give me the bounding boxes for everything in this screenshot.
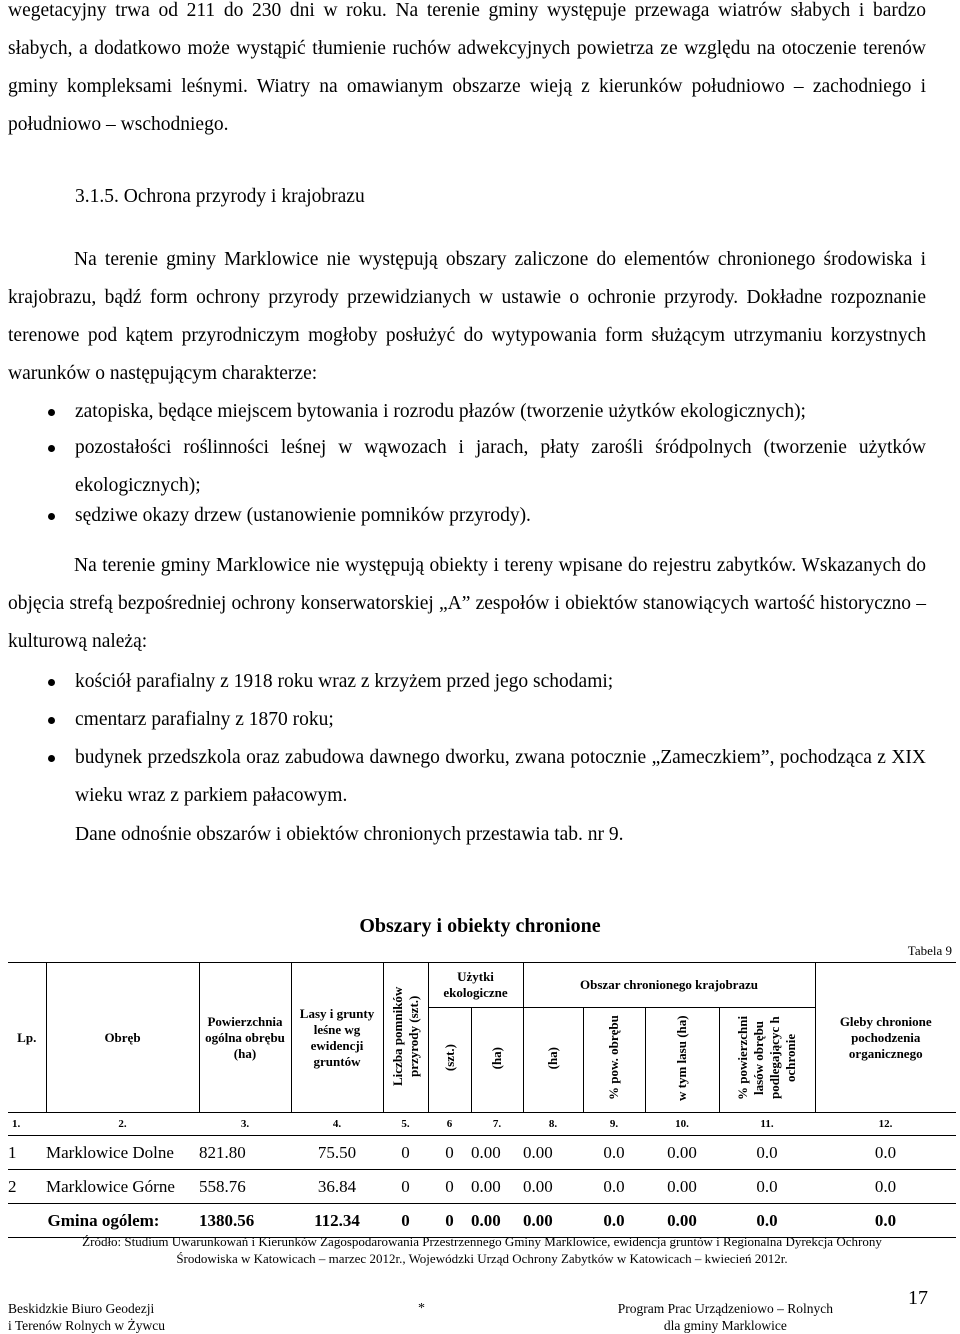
list-item: kościół parafialny z 1918 roku wraz z krzyżem przed jego schodami; xyxy=(8,663,926,701)
bullet-icon xyxy=(48,717,55,724)
list-item: cmentarz parafialny z 1870 roku; xyxy=(8,701,926,739)
table-row xyxy=(8,1136,956,1170)
cell-organic-soils: 0.0 xyxy=(815,1204,956,1238)
cell-landscape-percent: 0.0 xyxy=(583,1170,645,1204)
header-landscape-area: Obszar chronionego krajobrazu xyxy=(523,963,815,1008)
cell-eco-ha: 0.00 xyxy=(471,1170,523,1204)
page-number: 17 xyxy=(908,1287,928,1309)
column-number: 12. xyxy=(815,1113,956,1136)
paragraph-protected-areas: Na terenie gminy Marklowice nie występują obszary zaliczone do elementów chronionego środowiska i krajobrazu, bądź form ochrony przyrody przewidzianych w ustawie o ochronie przyrody. Dokładne rozpoznanie terenowe pod kątem przyrodniczym mogłoby posłużyć do wytypowania form służącym utrzymaniu korzystnych warunków o następującym charakterze: xyxy=(8,249,926,384)
header-obreb: Obręb xyxy=(46,963,199,1113)
list-nature-forms xyxy=(8,393,926,535)
cell-landscape-forest: 0.00 xyxy=(645,1204,719,1238)
header-landscape-percent: % pow. obrębu xyxy=(583,1008,645,1113)
cell-landscape-ha: 0.00 xyxy=(523,1204,583,1238)
header-landscape-ha: (ha) xyxy=(523,1008,583,1113)
header-eco-count: (szt.) xyxy=(428,1008,471,1113)
list-item: sędziwe okazy drzew (ustanowienie pomników przyrody). xyxy=(8,497,926,535)
column-number: 4. xyxy=(291,1113,383,1136)
column-number: 5. xyxy=(383,1113,428,1136)
footer-publisher xyxy=(8,1300,165,1334)
column-number: 2. xyxy=(46,1113,199,1136)
header-eco-lands: Użytki ekologiczne xyxy=(428,963,523,1008)
cell-total-label: Gmina ogólem: xyxy=(8,1204,199,1238)
bullet-icon xyxy=(48,409,55,416)
source-line: Źródło: Studium Uwarunkowań i Kierunków Zagospodarowania Przestrzennego Gminy Marklowice, ewidencja gruntów i Regionalna Dyrekcja Ochrony xyxy=(82,1234,882,1249)
cell-landscape-forest-percent: 0.0 xyxy=(719,1204,815,1238)
section-heading: 3.1.5. Ochrona przyrody i krajobrazu xyxy=(75,186,365,207)
cell-landscape-forest: 0.00 xyxy=(645,1170,719,1204)
cell-landscape-ha: 0.00 xyxy=(523,1136,583,1170)
protected-areas-table xyxy=(8,962,956,1238)
intro-paragraph: wegetacyjny trwa od 211 do 230 dni w roku. Na terenie gminy występuje przewaga wiatrów słabych i bardzo słabych, a dodatkowo może wystąpić tłumienie ruchów adwekcyjnych powietrza ze względu na otoczenie terenów gminy kompleksami leśnymi. Wiatry na omawianym obszarze wieją z kierunków południowo – zachodniego i południowo – wschodniego. xyxy=(8,0,926,135)
cell-organic-soils: 0.0 xyxy=(815,1170,956,1204)
cell-forests: 36.84 xyxy=(291,1170,383,1204)
column-number: 1. xyxy=(8,1113,46,1136)
cell-landscape-forest-percent: 0.0 xyxy=(719,1170,815,1204)
list-item: budynek przedszkola oraz zabudowa dawnego dworku, zwana potocznie „Zameczkiem”, pochodząca z XIX wieku wraz z parkiem pałacowym. xyxy=(8,739,926,815)
footer-separator: * xyxy=(418,1301,425,1316)
bullet-icon xyxy=(48,445,55,452)
header-landscape-forest: w tym lasu (ha) xyxy=(645,1008,719,1113)
cell-organic-soils: 0.0 xyxy=(815,1136,956,1170)
list-item: zatopiska, będące miejscem bytowania i rozrodu płazów (tworzenie użytków ekologicznych); xyxy=(8,393,926,431)
table-title: Obszary i obiekty chronione xyxy=(359,915,601,937)
column-number: 10. xyxy=(645,1113,719,1136)
cell-landscape-ha: 0.00 xyxy=(523,1170,583,1204)
column-number-row xyxy=(8,1113,956,1136)
cell-lp: 1 xyxy=(8,1136,46,1170)
cell-lp: 2 xyxy=(8,1170,46,1204)
footer-program xyxy=(618,1300,833,1334)
column-number: 8. xyxy=(523,1113,583,1136)
table-number: Tabela 9 xyxy=(907,943,952,958)
cell-monuments: 0 xyxy=(383,1204,428,1238)
paragraph-monuments: Na terenie gminy Marklowice nie występują obiekty i tereny wpisane do rejestru zabytków. Wskazanych do objęcia strefą bezpośredniej ochrony konserwatorskiej „A” zespołów i obiektów stanowiących wartość historyczno – kulturową należą: xyxy=(8,555,926,652)
column-number: 6 xyxy=(428,1113,471,1136)
footer-publisher-line: i Terenów Rolnych w Żywcu xyxy=(8,1318,166,1333)
header-forests: Lasy i grunty leśne wg ewidencji gruntów xyxy=(291,963,383,1113)
cell-eco-count: 0 xyxy=(428,1136,471,1170)
cell-landscape-percent: 0.0 xyxy=(583,1136,645,1170)
footer-publisher-line: Beskidzkie Biuro Geodezji xyxy=(8,1301,155,1316)
bullet-icon xyxy=(48,679,55,686)
header-monuments: Liczba pomników przyrody (szt.) xyxy=(383,963,428,1113)
cell-eco-ha: 0.00 xyxy=(471,1136,523,1170)
header-area: Powierzchnia ogólna obrębu (ha) xyxy=(199,963,291,1113)
header-eco-ha: (ha) xyxy=(471,1008,523,1113)
cell-area: 558.76 xyxy=(199,1170,291,1204)
cell-forests: 75.50 xyxy=(291,1136,383,1170)
cell-obreb: Marklowice Górne xyxy=(46,1170,199,1204)
cell-area: 1380.56 xyxy=(199,1204,291,1238)
footer-program-line: dla gminy Marklowice xyxy=(663,1318,787,1333)
list-item: pozostałości roślinności leśnej w wąwozach i jarach, płaty zarośli śródpolnych (tworzenie użytków ekologicznych); xyxy=(8,429,926,505)
cell-landscape-forest: 0.00 xyxy=(645,1136,719,1170)
column-number: 11. xyxy=(719,1113,815,1136)
cell-eco-count: 0 xyxy=(428,1204,471,1238)
cell-area: 821.80 xyxy=(199,1136,291,1170)
column-number: 7. xyxy=(471,1113,523,1136)
bullet-icon xyxy=(48,755,55,762)
table-row xyxy=(8,1170,956,1204)
cell-landscape-percent: 0.0 xyxy=(583,1204,645,1238)
cell-eco-count: 0 xyxy=(428,1170,471,1204)
header-landscape-forest-percent: % powierzchni lasów obrębu podlegającyc h ochronie xyxy=(719,1008,815,1113)
source-line: Środowiska w Katowicach – marzec 2012r., Wojewódzki Urząd Ochrony Zabytków w Katowicach – kwiecień 2012r. xyxy=(176,1251,788,1266)
cell-landscape-forest-percent: 0.0 xyxy=(719,1136,815,1170)
cell-monuments: 0 xyxy=(383,1170,428,1204)
cell-obreb: Marklowice Dolne xyxy=(46,1136,199,1170)
cell-monuments: 0 xyxy=(383,1136,428,1170)
column-number: 9. xyxy=(583,1113,645,1136)
header-organic-soils: Gleby chronione pochodzenia organicznego xyxy=(815,963,956,1113)
table-source xyxy=(8,1233,956,1267)
cell-eco-ha: 0.00 xyxy=(471,1204,523,1238)
list-monuments xyxy=(8,663,926,815)
column-number: 3. xyxy=(199,1113,291,1136)
paragraph-table-reference: Dane odnośnie obszarów i obiektów chronionych przestawia tab. nr 9. xyxy=(75,824,624,845)
cell-forests: 112.34 xyxy=(291,1204,383,1238)
header-lp: Lp. xyxy=(8,963,46,1113)
bullet-icon xyxy=(48,513,55,520)
footer-program-line: Program Prac Urządzeniowo – Rolnych xyxy=(617,1301,833,1316)
